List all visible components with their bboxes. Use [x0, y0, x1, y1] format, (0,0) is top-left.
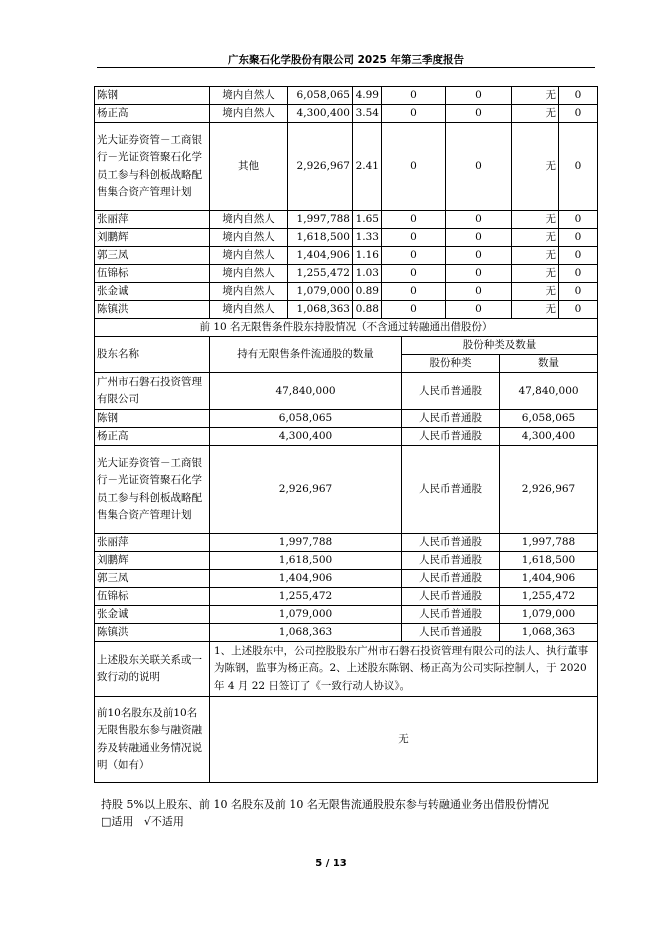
- relation-text: 1、上述股东中，公司控股股东广州市石磐石投资管理有限公司的法人、执行董事为陈钢，监事为杨正高。2、上述股东陈钢、杨正高为公司实际控制人，于 2020 年 4 月 22 日签订了《一致行动人协议》。: [210, 642, 598, 697]
- cell-pct: 0.89: [353, 283, 382, 301]
- cell-type: 其他: [210, 123, 288, 211]
- cell-qty: 0: [559, 265, 598, 283]
- col-header-group: 股份种类及数量: [402, 337, 598, 355]
- cell-type: 境内自然人: [210, 87, 288, 105]
- unrestricted-row: [95, 606, 598, 624]
- cell-qty: 1,255,472: [500, 588, 598, 606]
- cell-status: 无: [512, 123, 559, 211]
- unrestricted-row: [95, 588, 598, 606]
- cell-qty: 1,997,788: [500, 534, 598, 552]
- unrestricted-row: [95, 373, 598, 410]
- cell-type: 境内自然人: [210, 301, 288, 319]
- page-header: 广东聚石化学股份有限公司 2025 年第三季度报告: [227, 54, 465, 66]
- cell-kind: 人民币普通股: [402, 410, 500, 428]
- cell-shares: 1,618,500: [210, 552, 402, 570]
- cell-qty: 47,840,000: [500, 373, 598, 410]
- cell-qty: 0: [559, 301, 598, 319]
- cell-kind: 人民币普通股: [402, 446, 500, 534]
- cell-status: 无: [512, 211, 559, 229]
- cell-restricted: 0: [382, 123, 446, 211]
- shareholder-row: [95, 105, 598, 123]
- cell-name: 刘鹏辉: [95, 229, 210, 247]
- cell-restricted: 0: [382, 211, 446, 229]
- applicability-options: [101, 812, 184, 831]
- unrestricted-row: [95, 624, 598, 642]
- cell-pct: 1.03: [353, 265, 382, 283]
- cell-shares: 1,255,472: [288, 265, 353, 283]
- cell-kind: 人民币普通股: [402, 588, 500, 606]
- cell-status: 无: [512, 105, 559, 123]
- cell-pledged: 0: [446, 123, 512, 211]
- cell-type: 境内自然人: [210, 211, 288, 229]
- cell-name: 张丽萍: [95, 534, 210, 552]
- cell-shares: 4,300,400: [288, 105, 353, 123]
- cell-name: 张金诚: [95, 283, 210, 301]
- col-header-qty: 数量: [500, 355, 598, 373]
- shareholder-row: [95, 123, 598, 211]
- margin-label: 前10名股东及前10名无限售股东参与融资融券及转融通业务情况说明（如有）: [95, 697, 210, 783]
- cell-qty: 1,404,906: [500, 570, 598, 588]
- cell-pledged: 0: [446, 229, 512, 247]
- shareholder-row: [95, 211, 598, 229]
- cell-name: 张金诚: [95, 606, 210, 624]
- cell-shares: 1,079,000: [288, 283, 353, 301]
- cell-pledged: 0: [446, 105, 512, 123]
- cell-qty: 0: [559, 283, 598, 301]
- lending-note: 持股 5%以上股东、前 10 名股东及前 10 名无限售流通股股东参与转融通业务出借股份情况: [101, 798, 549, 811]
- cell-kind: 人民币普通股: [402, 570, 500, 588]
- cell-shares: 1,068,363: [210, 624, 402, 642]
- cell-qty: 0: [559, 229, 598, 247]
- cell-name: 杨正高: [95, 428, 210, 446]
- cell-pct: 2.41: [353, 123, 382, 211]
- cell-type: 境内自然人: [210, 229, 288, 247]
- shareholder-row: [95, 265, 598, 283]
- cell-pledged: 0: [446, 283, 512, 301]
- cell-shares: 2,926,967: [288, 123, 353, 211]
- cell-name: 光大证券资管－工商银行－光证资管聚石化学员工参与科创板战略配售集合资产管理计划: [95, 123, 210, 211]
- cell-shares: 1,068,363: [288, 301, 353, 319]
- cell-name: 郭三凤: [95, 247, 210, 265]
- cell-qty: 0: [559, 87, 598, 105]
- cell-qty: 0: [559, 123, 598, 211]
- cell-name: 陈钢: [95, 87, 210, 105]
- cell-qty: 1,068,363: [500, 624, 598, 642]
- unrestricted-row: [95, 534, 598, 552]
- cell-kind: 人民币普通股: [402, 373, 500, 410]
- cell-pct: 0.88: [353, 301, 382, 319]
- unrestricted-row: [95, 552, 598, 570]
- top-shareholders-table: [94, 86, 598, 319]
- cell-kind: 人民币普通股: [402, 606, 500, 624]
- col-header-name: 股东名称: [95, 337, 210, 373]
- cell-status: 无: [512, 247, 559, 265]
- cell-restricted: 0: [382, 87, 446, 105]
- unrestricted-row: [95, 446, 598, 534]
- cell-name: 陈镇洪: [95, 301, 210, 319]
- col-header-shares: 持有无限售条件流通股的数量: [210, 337, 402, 373]
- cell-name: 刘鹏辉: [95, 552, 210, 570]
- shareholder-row: [95, 247, 598, 265]
- cell-name: 光大证券资管－工商银行－光证资管聚石化学员工参与科创板战略配售集合资产管理计划: [95, 446, 210, 534]
- cell-shares: 2,926,967: [210, 446, 402, 534]
- unrestricted-row: [95, 428, 598, 446]
- cell-shares: 1,255,472: [210, 588, 402, 606]
- shareholder-row: [95, 283, 598, 301]
- cell-type: 境内自然人: [210, 283, 288, 301]
- cell-restricted: 0: [382, 283, 446, 301]
- cell-status: 无: [512, 229, 559, 247]
- cell-name: 郭三凤: [95, 570, 210, 588]
- cell-shares: 1,997,788: [288, 211, 353, 229]
- cell-name: 伍锦标: [95, 588, 210, 606]
- cell-name: 陈镇洪: [95, 624, 210, 642]
- unrestricted-row: [95, 410, 598, 428]
- cell-status: 无: [512, 265, 559, 283]
- option-applicable: □适用: [101, 815, 134, 828]
- cell-pct: 1.65: [353, 211, 382, 229]
- header-divider: [97, 67, 595, 68]
- cell-status: 无: [512, 87, 559, 105]
- cell-pledged: 0: [446, 211, 512, 229]
- cell-pledged: 0: [446, 247, 512, 265]
- shareholder-row: [95, 229, 598, 247]
- page-number: 5 / 13: [315, 858, 347, 869]
- cell-name: 陈钢: [95, 410, 210, 428]
- cell-name: 杨正高: [95, 105, 210, 123]
- shareholder-row: [95, 87, 598, 105]
- cell-shares: 1,618,500: [288, 229, 353, 247]
- cell-name: 张丽萍: [95, 211, 210, 229]
- unrestricted-shareholders-table: [94, 318, 598, 783]
- cell-restricted: 0: [382, 229, 446, 247]
- cell-restricted: 0: [382, 301, 446, 319]
- cell-qty: 1,079,000: [500, 606, 598, 624]
- cell-qty: 0: [559, 211, 598, 229]
- cell-shares: 1,404,906: [288, 247, 353, 265]
- cell-qty: 0: [559, 105, 598, 123]
- cell-restricted: 0: [382, 105, 446, 123]
- option-not-applicable: √不适用: [143, 815, 184, 828]
- cell-kind: 人民币普通股: [402, 552, 500, 570]
- cell-pledged: 0: [446, 301, 512, 319]
- cell-status: 无: [512, 283, 559, 301]
- cell-pct: 1.33: [353, 229, 382, 247]
- cell-name: 广州市石磐石投资管理有限公司: [95, 373, 210, 410]
- cell-pct: 1.16: [353, 247, 382, 265]
- cell-shares: 6,058,065: [210, 410, 402, 428]
- cell-qty: 2,926,967: [500, 446, 598, 534]
- cell-pct: 4.99: [353, 87, 382, 105]
- cell-type: 境内自然人: [210, 265, 288, 283]
- cell-kind: 人民币普通股: [402, 428, 500, 446]
- cell-name: 伍锦标: [95, 265, 210, 283]
- cell-shares: 6,058,065: [288, 87, 353, 105]
- cell-type: 境内自然人: [210, 105, 288, 123]
- cell-shares: 1,997,788: [210, 534, 402, 552]
- cell-status: 无: [512, 301, 559, 319]
- margin-text: 无: [210, 697, 598, 783]
- cell-shares: 1,079,000: [210, 606, 402, 624]
- cell-kind: 人民币普通股: [402, 624, 500, 642]
- cell-qty: 4,300,400: [500, 428, 598, 446]
- cell-restricted: 0: [382, 265, 446, 283]
- cell-restricted: 0: [382, 247, 446, 265]
- section-title: 前 10 名无限售条件股东持股情况（不含通过转融通出借股份）: [95, 319, 598, 337]
- cell-shares: 47,840,000: [210, 373, 402, 410]
- col-header-kind: 股份种类: [402, 355, 500, 373]
- cell-qty: 1,618,500: [500, 552, 598, 570]
- shareholder-row: [95, 301, 598, 319]
- cell-type: 境内自然人: [210, 247, 288, 265]
- cell-pledged: 0: [446, 87, 512, 105]
- cell-pledged: 0: [446, 265, 512, 283]
- cell-shares: 4,300,400: [210, 428, 402, 446]
- cell-pct: 3.54: [353, 105, 382, 123]
- unrestricted-row: [95, 570, 598, 588]
- cell-qty: 0: [559, 247, 598, 265]
- cell-qty: 6,058,065: [500, 410, 598, 428]
- relation-label: 上述股东关联关系或一致行动的说明: [95, 642, 210, 697]
- cell-shares: 1,404,906: [210, 570, 402, 588]
- cell-kind: 人民币普通股: [402, 534, 500, 552]
